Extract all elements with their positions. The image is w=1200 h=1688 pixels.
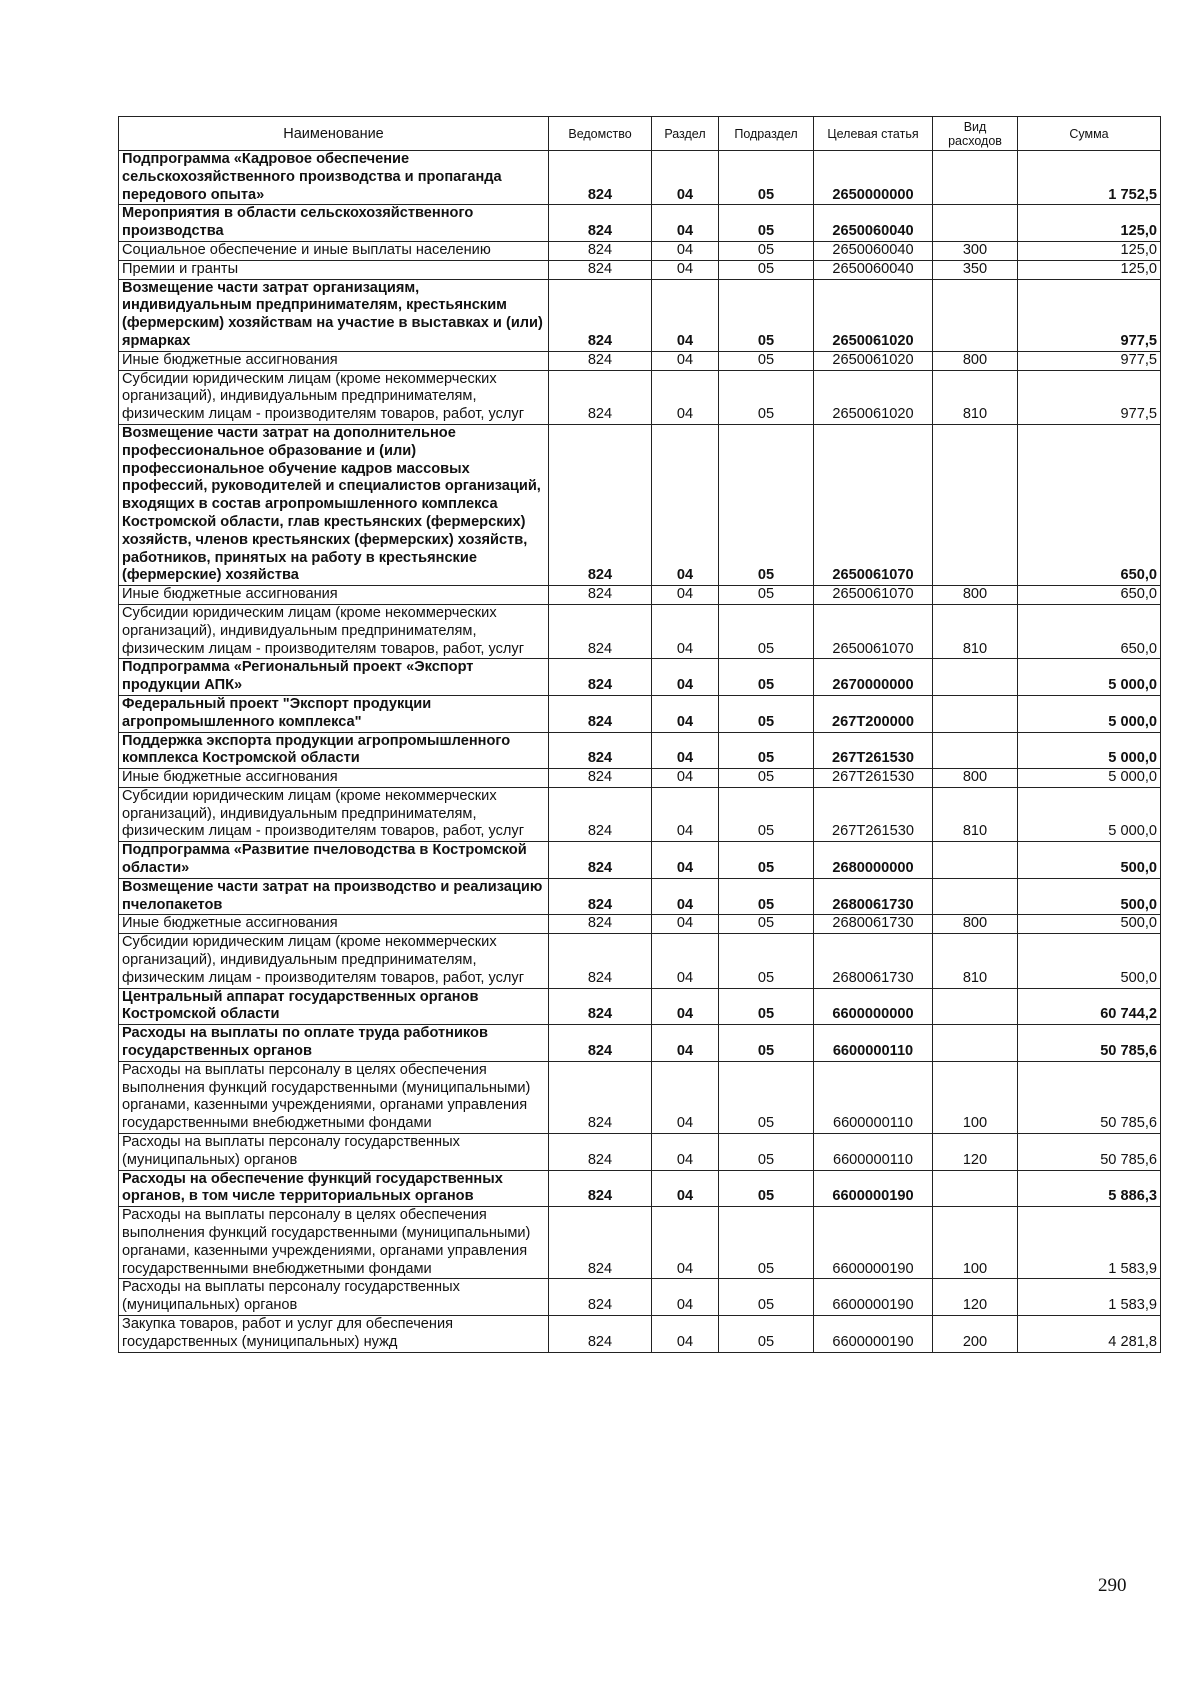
row-razdel: 04 [652,241,719,260]
row-vedomstvo: 824 [549,934,652,988]
row-vid-rashodov [933,424,1018,585]
row-podrazdel: 05 [719,732,814,769]
row-podrazdel: 05 [719,586,814,605]
header-vedomstvo: Ведомство [549,117,652,151]
row-podrazdel: 05 [719,934,814,988]
row-celevaya-statya: 2650061070 [814,604,933,658]
row-celevaya-statya: 2650061070 [814,586,933,605]
row-name: Возмещение части затрат организациям, индивидуальным предпринимателям, крестьянским (фермерским) хозяйствам на участие в выставках и (или) ярмарках [119,279,549,351]
header-summa: Сумма [1018,117,1161,151]
row-name: Субсидии юридическим лицам (кроме некоммерческих организаций), индивидуальным предпринимателям, физическим лицам - производителям товаров, работ, услуг [119,370,549,424]
row-vid-rashodov [933,878,1018,915]
row-vedomstvo: 824 [549,1025,652,1062]
row-razdel: 04 [652,695,719,732]
table-row [119,769,1161,788]
row-vedomstvo: 824 [549,1170,652,1207]
row-summa: 500,0 [1018,878,1161,915]
row-celevaya-statya: 6600000110 [814,1061,933,1133]
header-razdel: Раздел [652,117,719,151]
table-row [119,205,1161,242]
row-summa: 500,0 [1018,934,1161,988]
row-name: Иные бюджетные ассигнования [119,769,549,788]
row-celevaya-statya: 2650061020 [814,279,933,351]
table-row [119,1025,1161,1062]
row-summa: 1 583,9 [1018,1279,1161,1316]
row-vid-rashodov: 810 [933,604,1018,658]
table-row [119,586,1161,605]
row-podrazdel: 05 [719,424,814,585]
row-vid-rashodov: 810 [933,370,1018,424]
row-summa: 5 886,3 [1018,1170,1161,1207]
row-vedomstvo: 824 [549,151,652,205]
row-vid-rashodov: 800 [933,586,1018,605]
row-celevaya-statya: 6600000190 [814,1170,933,1207]
row-razdel: 04 [652,1316,719,1353]
row-summa: 650,0 [1018,424,1161,585]
table-row [119,260,1161,279]
row-summa: 5 000,0 [1018,659,1161,696]
table-row [119,1316,1161,1353]
row-podrazdel: 05 [719,695,814,732]
row-vedomstvo: 824 [549,424,652,585]
table-row [119,842,1161,879]
row-name: Возмещение части затрат на дополнительное профессиональное образование и (или) профессиональное обучение кадров массовых профессий, руководителей и специалистов организаций, входящих в состав агропромышленного комплекса Костромской области, глав крестьянских (фермерских) хозяйств, членов крестьянских (фермерских) хозяйств, работников, принятых на работу в крестьянские (фермерские) хозяйства [119,424,549,585]
row-celevaya-statya: 2680061730 [814,934,933,988]
row-vid-rashodov: 120 [933,1279,1018,1316]
table-row [119,988,1161,1025]
row-name: Федеральный проект "Экспорт продукции агропромышленного комплекса" [119,695,549,732]
row-podrazdel: 05 [719,370,814,424]
row-razdel: 04 [652,659,719,696]
row-name: Расходы на выплаты персоналу в целях обеспечения выполнения функций государственными (муниципальными) органами, казенными учреждениями, органами управления государственными внебюджетными фондами [119,1061,549,1133]
row-celevaya-statya: 6600000000 [814,988,933,1025]
row-podrazdel: 05 [719,604,814,658]
row-celevaya-statya: 267T261530 [814,787,933,841]
table-row [119,1134,1161,1171]
row-podrazdel: 05 [719,915,814,934]
row-name: Мероприятия в области сельскохозяйственного производства [119,205,549,242]
row-summa: 5 000,0 [1018,732,1161,769]
row-podrazdel: 05 [719,279,814,351]
table-row [119,732,1161,769]
row-vid-rashodov [933,842,1018,879]
row-vedomstvo: 824 [549,205,652,242]
row-vedomstvo: 824 [549,732,652,769]
row-name: Расходы на выплаты персоналу государственных (муниципальных) органов [119,1279,549,1316]
table-row [119,934,1161,988]
row-summa: 60 744,2 [1018,988,1161,1025]
row-podrazdel: 05 [719,241,814,260]
row-podrazdel: 05 [719,878,814,915]
row-vedomstvo: 824 [549,878,652,915]
row-vedomstvo: 824 [549,279,652,351]
row-summa: 5 000,0 [1018,769,1161,788]
row-razdel: 04 [652,586,719,605]
row-vedomstvo: 824 [549,915,652,934]
row-celevaya-statya: 6600000110 [814,1134,933,1171]
header-vid-rashodov: Вид расходов [933,117,1018,151]
row-razdel: 04 [652,1207,719,1279]
row-razdel: 04 [652,1134,719,1171]
row-vedomstvo: 824 [549,1207,652,1279]
row-vedomstvo: 824 [549,787,652,841]
table-row [119,279,1161,351]
row-vid-rashodov [933,279,1018,351]
row-vedomstvo: 824 [549,1316,652,1353]
row-name: Иные бюджетные ассигнования [119,586,549,605]
row-name: Закупка товаров, работ и услуг для обеспечения государственных (муниципальных) нужд [119,1316,549,1353]
row-podrazdel: 05 [719,842,814,879]
row-summa: 125,0 [1018,241,1161,260]
row-celevaya-statya: 2670000000 [814,659,933,696]
row-razdel: 04 [652,787,719,841]
row-name: Подпрограмма «Развитие пчеловодства в Костромской области» [119,842,549,879]
row-podrazdel: 05 [719,1207,814,1279]
row-vedomstvo: 824 [549,842,652,879]
row-vedomstvo: 824 [549,604,652,658]
row-name: Иные бюджетные ассигнования [119,351,549,370]
row-name: Субсидии юридическим лицам (кроме некоммерческих организаций), индивидуальным предпринимателям, физическим лицам - производителям товаров, работ, услуг [119,934,549,988]
row-vid-rashodov: 800 [933,769,1018,788]
row-vid-rashodov: 300 [933,241,1018,260]
row-vedomstvo: 824 [549,586,652,605]
row-celevaya-statya: 2680061730 [814,915,933,934]
row-vedomstvo: 824 [549,659,652,696]
row-name: Социальное обеспечение и иные выплаты населению [119,241,549,260]
row-celevaya-statya: 2650060040 [814,260,933,279]
row-vid-rashodov: 350 [933,260,1018,279]
row-vedomstvo: 824 [549,695,652,732]
row-name: Центральный аппарат государственных органов Костромской области [119,988,549,1025]
row-podrazdel: 05 [719,1061,814,1133]
row-razdel: 04 [652,988,719,1025]
row-vedomstvo: 824 [549,988,652,1025]
row-summa: 125,0 [1018,205,1161,242]
row-vedomstvo: 824 [549,769,652,788]
row-podrazdel: 05 [719,205,814,242]
page-number: 290 [1098,1575,1127,1596]
row-razdel: 04 [652,934,719,988]
row-summa: 650,0 [1018,604,1161,658]
row-celevaya-statya: 2650061070 [814,424,933,585]
row-podrazdel: 05 [719,769,814,788]
budget-table [118,116,1161,1353]
row-razdel: 04 [652,878,719,915]
row-razdel: 04 [652,260,719,279]
row-summa: 5 000,0 [1018,695,1161,732]
row-razdel: 04 [652,915,719,934]
row-razdel: 04 [652,732,719,769]
table-row [119,1207,1161,1279]
row-vid-rashodov [933,695,1018,732]
row-razdel: 04 [652,1170,719,1207]
row-vid-rashodov: 810 [933,787,1018,841]
row-summa: 500,0 [1018,915,1161,934]
table-row [119,1170,1161,1207]
row-summa: 500,0 [1018,842,1161,879]
row-name: Возмещение части затрат на производство и реализацию пчелопакетов [119,878,549,915]
row-razdel: 04 [652,151,719,205]
row-summa: 5 000,0 [1018,787,1161,841]
row-name: Поддержка экспорта продукции агропромышленного комплекса Костромской области [119,732,549,769]
row-podrazdel: 05 [719,787,814,841]
row-celevaya-statya: 2650061020 [814,351,933,370]
header-celevaya-statya: Целевая статья [814,117,933,151]
row-celevaya-statya: 6600000110 [814,1025,933,1062]
row-vid-rashodov [933,151,1018,205]
row-vid-rashodov [933,205,1018,242]
row-vid-rashodov: 800 [933,351,1018,370]
row-celevaya-statya: 267T261530 [814,732,933,769]
row-summa: 977,5 [1018,351,1161,370]
row-name: Подпрограмма «Кадровое обеспечение сельскохозяйственного производства и пропаганда передового опыта» [119,151,549,205]
row-vid-rashodov [933,988,1018,1025]
row-podrazdel: 05 [719,1170,814,1207]
table-row [119,1279,1161,1316]
row-summa: 4 281,8 [1018,1316,1161,1353]
table-row [119,695,1161,732]
row-razdel: 04 [652,424,719,585]
row-podrazdel: 05 [719,151,814,205]
table-row [119,787,1161,841]
row-name: Иные бюджетные ассигнования [119,915,549,934]
row-razdel: 04 [652,279,719,351]
table-row [119,424,1161,585]
row-celevaya-statya: 6600000190 [814,1316,933,1353]
row-name: Подпрограмма «Региональный проект «Экспорт продукции АПК» [119,659,549,696]
table-row [119,241,1161,260]
row-celevaya-statya: 2680061730 [814,878,933,915]
row-razdel: 04 [652,842,719,879]
row-name: Субсидии юридическим лицам (кроме некоммерческих организаций), индивидуальным предпринимателям, физическим лицам - производителям товаров, работ, услуг [119,787,549,841]
row-summa: 650,0 [1018,586,1161,605]
row-vedomstvo: 824 [549,351,652,370]
table-row [119,351,1161,370]
row-razdel: 04 [652,604,719,658]
row-vid-rashodov [933,659,1018,696]
row-summa: 1 583,9 [1018,1207,1161,1279]
row-vid-rashodov: 120 [933,1134,1018,1171]
row-vedomstvo: 824 [549,1134,652,1171]
row-summa: 977,5 [1018,279,1161,351]
row-podrazdel: 05 [719,351,814,370]
row-razdel: 04 [652,370,719,424]
row-name: Расходы на обеспечение функций государственных органов, в том числе территориальных органов [119,1170,549,1207]
table-row [119,915,1161,934]
table-row [119,1061,1161,1133]
row-summa: 125,0 [1018,260,1161,279]
table-header-row [119,117,1161,151]
row-vid-rashodov: 800 [933,915,1018,934]
row-vid-rashodov: 100 [933,1207,1018,1279]
header-name: Наименование [119,117,549,151]
row-vid-rashodov [933,1025,1018,1062]
row-name: Расходы на выплаты персоналу в целях обеспечения выполнения функций государственными (муниципальными) органами, казенными учреждениями, органами управления государственными внебюджетными фондами [119,1207,549,1279]
row-summa: 50 785,6 [1018,1134,1161,1171]
row-vid-rashodov [933,1170,1018,1207]
table-row [119,878,1161,915]
row-podrazdel: 05 [719,1279,814,1316]
row-celevaya-statya: 6600000190 [814,1207,933,1279]
row-summa: 977,5 [1018,370,1161,424]
row-razdel: 04 [652,1061,719,1133]
row-vid-rashodov: 100 [933,1061,1018,1133]
table-body [119,151,1161,1353]
row-celevaya-statya: 2650000000 [814,151,933,205]
row-vedomstvo: 824 [549,370,652,424]
row-celevaya-statya: 2650061020 [814,370,933,424]
row-name: Премии и гранты [119,260,549,279]
row-podrazdel: 05 [719,1134,814,1171]
row-razdel: 04 [652,769,719,788]
table-row [119,370,1161,424]
row-razdel: 04 [652,1025,719,1062]
row-celevaya-statya: 2650060040 [814,205,933,242]
row-razdel: 04 [652,1279,719,1316]
table-row [119,659,1161,696]
row-celevaya-statya: 2650060040 [814,241,933,260]
table-row [119,604,1161,658]
row-vid-rashodov: 200 [933,1316,1018,1353]
row-summa: 50 785,6 [1018,1025,1161,1062]
row-podrazdel: 05 [719,659,814,696]
row-celevaya-statya: 2680000000 [814,842,933,879]
row-podrazdel: 05 [719,260,814,279]
row-razdel: 04 [652,351,719,370]
row-name: Расходы на выплаты персоналу государственных (муниципальных) органов [119,1134,549,1171]
row-podrazdel: 05 [719,1025,814,1062]
row-summa: 1 752,5 [1018,151,1161,205]
row-razdel: 04 [652,205,719,242]
row-podrazdel: 05 [719,1316,814,1353]
row-vedomstvo: 824 [549,241,652,260]
row-celevaya-statya: 6600000190 [814,1279,933,1316]
row-celevaya-statya: 267T261530 [814,769,933,788]
row-name: Субсидии юридическим лицам (кроме некоммерческих организаций), индивидуальным предпринимателям, физическим лицам - производителям товаров, работ, услуг [119,604,549,658]
row-celevaya-statya: 267T200000 [814,695,933,732]
row-vedomstvo: 824 [549,1279,652,1316]
row-vid-rashodov [933,732,1018,769]
table-row [119,151,1161,205]
row-vid-rashodov: 810 [933,934,1018,988]
row-vedomstvo: 824 [549,260,652,279]
row-vedomstvo: 824 [549,1061,652,1133]
row-summa: 50 785,6 [1018,1061,1161,1133]
row-name: Расходы на выплаты по оплате труда работников государственных органов [119,1025,549,1062]
header-podrazdel: Подраздел [719,117,814,151]
row-podrazdel: 05 [719,988,814,1025]
